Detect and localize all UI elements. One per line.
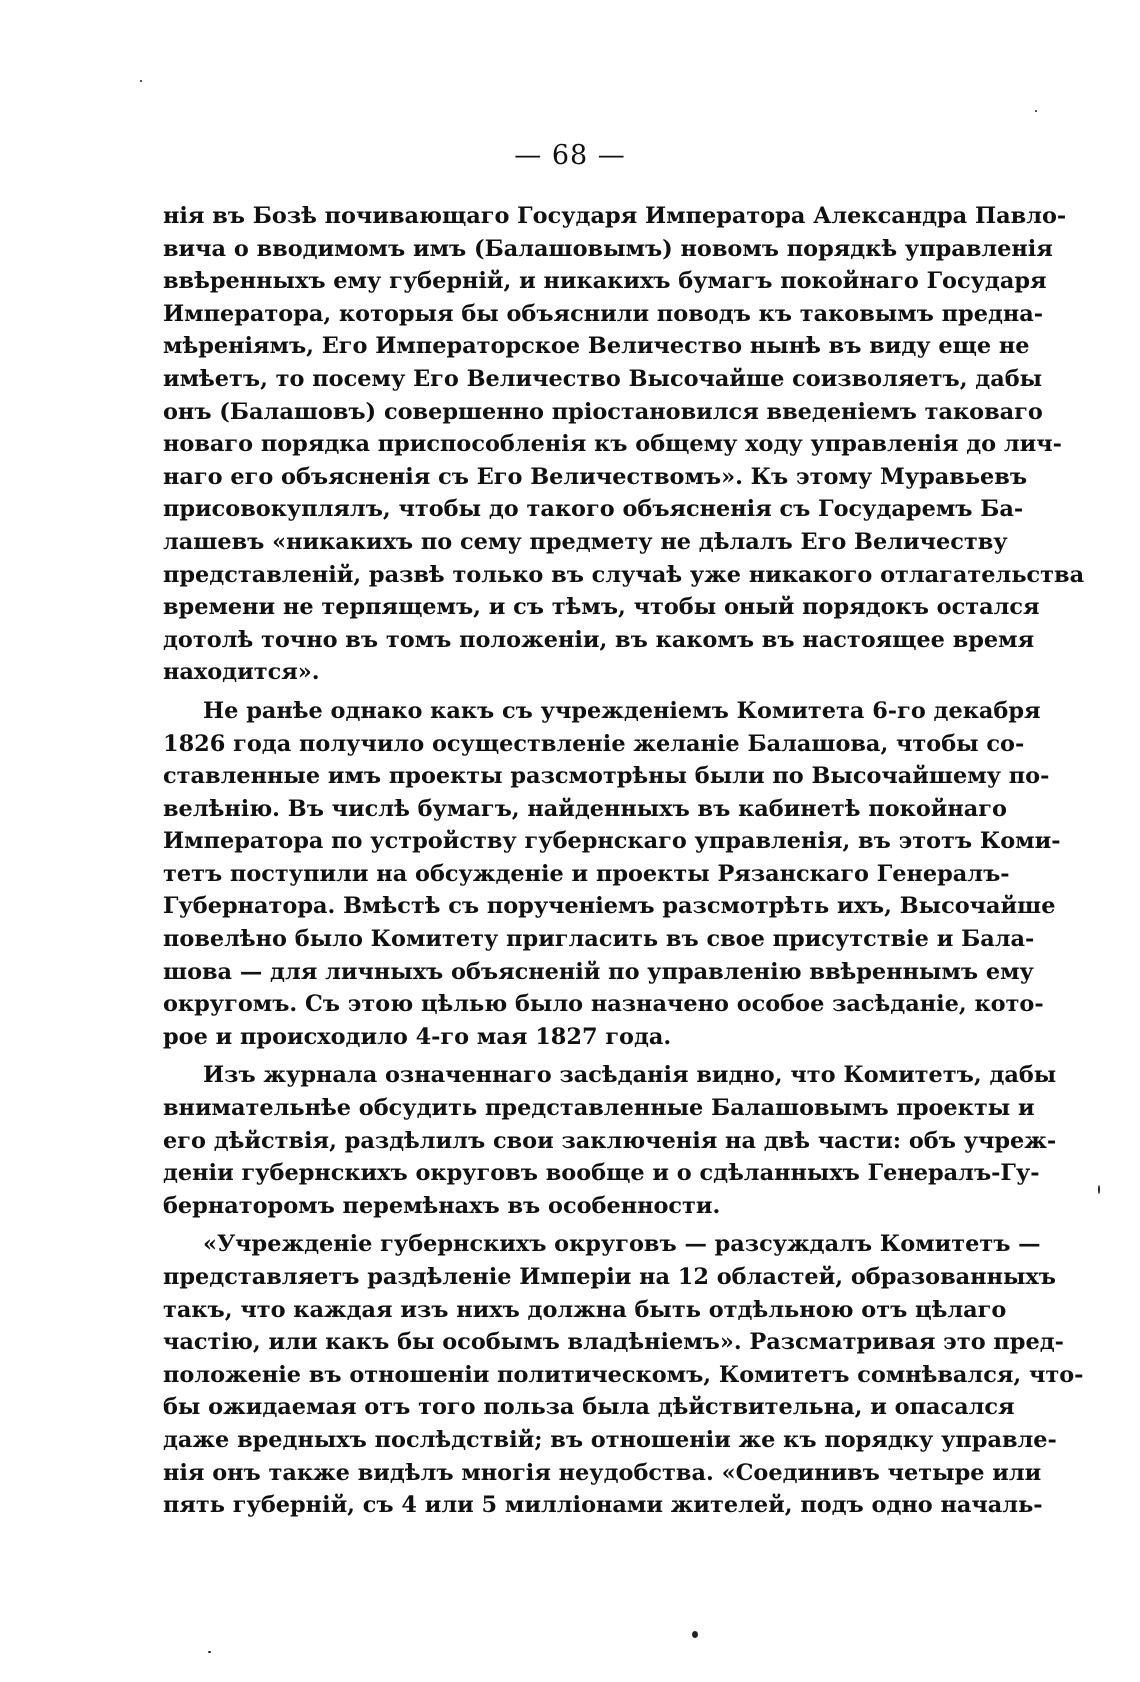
text-line: времени не терпящемъ, и съ тѣмъ, чтобы оный порядокъ остался xyxy=(163,594,1040,621)
paragraph xyxy=(163,200,1085,689)
body-text xyxy=(163,200,1085,1522)
text-line: рое и происходило 4-го мая 1827 года. xyxy=(163,1023,672,1050)
text-line: новаго порядка приспособленія къ общему ходу управленія до лич- xyxy=(163,431,1062,458)
scan-speck xyxy=(1098,1185,1100,1194)
text-line: мѣреніямъ, Его Императорское Величество нынѣ въ виду еще не xyxy=(163,333,1030,360)
paragraph xyxy=(163,695,1061,1054)
text-line: ставленные имъ проекты разсмотрѣны были по Высочайшему по- xyxy=(163,763,1050,790)
text-line: его дѣйствія, раздѣлилъ свои заключенія на двѣ части: объ учреж- xyxy=(163,1127,1057,1154)
text-line: Губернатора. Вмѣстѣ съ порученіемъ разсмотрѣть ихъ, Высочайше xyxy=(163,893,1056,920)
text-line: округомъ. Съ этою цѣлью было назначено особое засѣданіе, кото- xyxy=(163,991,1044,1018)
text-line: Изъ журнала означеннаго засѣданія видно, что Комитетъ, дабы xyxy=(203,1062,1057,1089)
text-line: лашевъ «никакихъ по сему предмету не дѣлалъ Его Величеству xyxy=(163,528,1008,555)
page-number: — 68 — xyxy=(514,140,626,171)
text-line: деніи губернскихъ округовъ вообще и о сдѣланныхъ Генералъ-Гу- xyxy=(163,1160,1040,1187)
text-line: дотолѣ точно въ томъ положеніи, въ какомъ въ настоящее время xyxy=(163,626,1035,653)
text-line: имѣетъ, то посему Его Величество Высочайше соизволяетъ, дабы xyxy=(163,365,1043,392)
text-line: шова — для личныхъ объясненій по управленію ввѣреннымъ ему xyxy=(163,958,1034,985)
text-line: присовокуплялъ, чтобы до такого объясненія съ Государемъ Ба- xyxy=(163,496,1024,523)
text-line: велѣнію. Въ числѣ бумагъ, найденныхъ въ кабинетѣ покойнаго xyxy=(163,795,1007,822)
scan-speck xyxy=(692,1631,698,1638)
text-line: нія въ Бозѣ почивающаго Государя Императора Александра Павло- xyxy=(163,203,1067,229)
text-line: онъ (Балашовъ) совершенно пріостановился введеніемъ таковаго xyxy=(163,398,1043,425)
text-line: представленій, развѣ только въ случаѣ уже никакого отлагательства xyxy=(163,561,1085,588)
scan-speck xyxy=(208,1651,211,1653)
text-line: внимательнѣе обсудить представленные Балашовымъ проекты и xyxy=(163,1095,1035,1122)
text-line: «Учрежденіе губернскихъ округовъ — разсуждалъ Комитетъ — xyxy=(203,1231,1041,1258)
text-line: вича о вводимомъ имъ (Балашовымъ) новомъ порядкѣ управленія xyxy=(163,235,1053,262)
text-line: такъ, что каждая изъ нихъ должна быть отдѣльною отъ цѣлаго xyxy=(163,1296,1007,1323)
text-line: Не ранѣе однако какъ съ учрежденіемъ Комитета 6-го декабря xyxy=(203,697,1041,724)
paragraph xyxy=(163,1059,1057,1222)
text-line: ввѣренныхъ ему губерній, и никакихъ бумагъ покойнаго Государя xyxy=(163,268,1047,295)
text-line: находится». xyxy=(163,659,320,686)
text-line: положеніе въ отношеніи политическомъ, Комитетъ сомнѣвался, что- xyxy=(163,1361,1084,1388)
scan-speck xyxy=(1035,110,1037,112)
text-line: повелѣно было Комитету пригласить въ свое присутствіе и Бала- xyxy=(163,926,1035,953)
text-line: бы ожидаемая отъ того польза была дѣйствительна, и опасался xyxy=(163,1394,1015,1421)
text-line: представляетъ раздѣленіе Имперіи на 12 областей, образованныхъ xyxy=(163,1264,1056,1290)
text-line: даже вредныхъ послѣдствій; въ отношеніи же къ порядку управле- xyxy=(163,1426,1057,1453)
text-line: бернаторомъ перемѣнахъ въ особенности. xyxy=(163,1192,721,1219)
text-line: тетъ поступили на обсужденіе и проекты Рязанскаго Генералъ- xyxy=(163,860,1010,887)
paragraph xyxy=(163,1228,1084,1521)
text-line: пять губерній, съ 4 или 5 милліонами жителей, подъ одно началь- xyxy=(163,1492,1043,1519)
text-line: 1826 года получило осуществленіе желаніе Балашова, чтобы со- xyxy=(163,730,1025,757)
text-line: Императора, которыя бы объяснили поводъ къ таковымъ предна- xyxy=(163,300,1044,327)
text-line: нія онъ также видѣлъ многія неудобства. «Соединивъ четыре или xyxy=(163,1459,1042,1486)
text-line: частію, или какъ бы особымъ владѣніемъ». Разсматривая это пред- xyxy=(163,1329,1064,1356)
text-line: наго его объясненія съ Его Величествомъ». Къ этому Муравьевъ xyxy=(163,463,1028,490)
text-line: Императора по устройству губернскаго управленія, въ этотъ Коми- xyxy=(163,828,1061,855)
scan-speck xyxy=(140,80,142,82)
